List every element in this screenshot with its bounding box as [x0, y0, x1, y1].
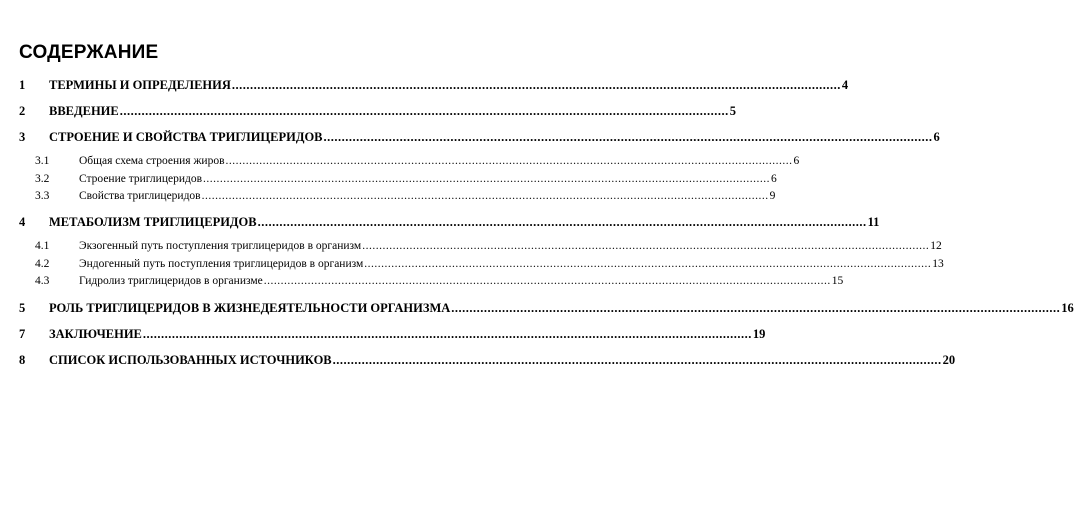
toc-subentry[interactable]	[0, 155, 800, 171]
toc-entry-page: 16	[1061, 301, 1074, 315]
toc-entry-label: Общая схема строения жиров	[79, 155, 225, 167]
toc-entry-page: 13	[932, 258, 944, 270]
toc-entry-label: Строение триглицеридов	[79, 173, 203, 185]
toc-entry-number: 3.2	[35, 173, 50, 185]
dot-leader: ........................................................................................................................................................................	[451, 301, 1061, 315]
toc-entry-number: 3.1	[35, 155, 50, 167]
toc-entry-number: 4	[19, 215, 26, 229]
dot-leader: ........................................................................................................................................................................	[225, 155, 793, 167]
toc-entry-label: Эндогенный путь поступления триглицеридов в организм	[79, 258, 364, 270]
toc-entry-number: 4.2	[35, 258, 50, 270]
dot-leader: ........................................................................................................................................................................	[362, 240, 930, 252]
toc-entry-label: Экзогенный путь поступления триглицеридов в организм	[79, 240, 362, 252]
dot-leader: ........................................................................................................................................................................	[231, 78, 841, 92]
toc-entry-label: ЗАКЛЮЧЕНИЕ	[49, 327, 142, 341]
toc-subentry[interactable]	[0, 258, 944, 274]
toc-entry-number: 4.1	[35, 240, 50, 252]
dot-leader: ........................................................................................................................................................................	[142, 327, 752, 341]
toc-entry[interactable]	[0, 301, 1074, 317]
toc-entry-number: 4.3	[35, 275, 50, 287]
toc-entry-number: 8	[19, 353, 26, 367]
dot-leader: ........................................................................................................................................................................	[119, 104, 729, 118]
dot-leader: ........................................................................................................................................................................	[201, 190, 769, 202]
toc-entry-label: Гидролиз триглицеридов в организме	[79, 275, 263, 287]
toc-entry-page: 11	[867, 215, 880, 229]
toc-entry-page: 15	[831, 275, 844, 287]
toc-entry-page: 6	[933, 130, 940, 144]
dot-leader: ........................................................................................................................................................................	[203, 173, 771, 185]
toc-entry-page: 12	[930, 240, 942, 252]
toc-entry-number: 3.3	[35, 190, 50, 202]
toc-entry-page: 6	[793, 155, 800, 167]
toc-entry-page: 6	[771, 173, 777, 185]
toc-entry[interactable]	[0, 327, 766, 343]
toc-entry-label: СТРОЕНИЕ И СВОЙСТВА ТРИГЛИЦЕРИДОВ	[49, 130, 323, 144]
toc-entry-label: ВВЕДЕНИЕ	[49, 104, 119, 118]
toc-entry-label: ТЕРМИНЫ И ОПРЕДЕЛЕНИЯ	[49, 78, 231, 92]
toc-entry-number: 3	[19, 130, 26, 144]
toc-title: СОДЕРЖАНИЕ	[19, 42, 159, 63]
toc-entry-page: 5	[729, 104, 736, 118]
toc-entry-number: 1	[19, 78, 26, 92]
toc-subentry[interactable]	[0, 240, 942, 256]
toc-subentry[interactable]	[0, 190, 776, 206]
dot-leader: ........................................................................................................................................................................	[263, 275, 831, 287]
toc-entry-page: 19	[752, 327, 766, 341]
toc-entry-label: РОЛЬ ТРИГЛИЦЕРИДОВ В ЖИЗНЕДЕЯТЕЛЬНОСТИ ОРГАНИЗМА	[49, 301, 451, 315]
toc-entry[interactable]	[0, 78, 849, 94]
toc-entry[interactable]	[0, 104, 736, 120]
toc-entry-number: 7	[19, 327, 26, 341]
toc-entry-page: 9	[769, 190, 776, 202]
dot-leader: ........................................................................................................................................................................	[257, 215, 867, 229]
toc-entry-page: 20	[942, 353, 956, 367]
toc-entry-number: 5	[19, 301, 26, 315]
toc-entry[interactable]	[0, 353, 956, 369]
toc-subentry[interactable]	[0, 173, 777, 189]
toc-entry-label: МЕТАБОЛИЗМ ТРИГЛИЦЕРИДОВ	[49, 215, 257, 229]
toc-entry[interactable]	[0, 215, 880, 231]
toc-entry-label: СПИСОК ИСПОЛЬЗОВАННЫХ ИСТОЧНИКОВ	[49, 353, 332, 367]
toc-subentry[interactable]	[0, 275, 844, 291]
toc-entry-page: 4	[841, 78, 849, 92]
toc-entry[interactable]	[0, 130, 940, 146]
dot-leader: ........................................................................................................................................................................	[323, 130, 933, 144]
dot-leader: ........................................................................................................................................................................	[364, 258, 932, 270]
toc-entry-number: 2	[19, 104, 26, 118]
dot-leader: ........................................................................................................................................................................	[332, 353, 942, 367]
toc-entry-label: Свойства триглицеридов	[79, 190, 201, 202]
